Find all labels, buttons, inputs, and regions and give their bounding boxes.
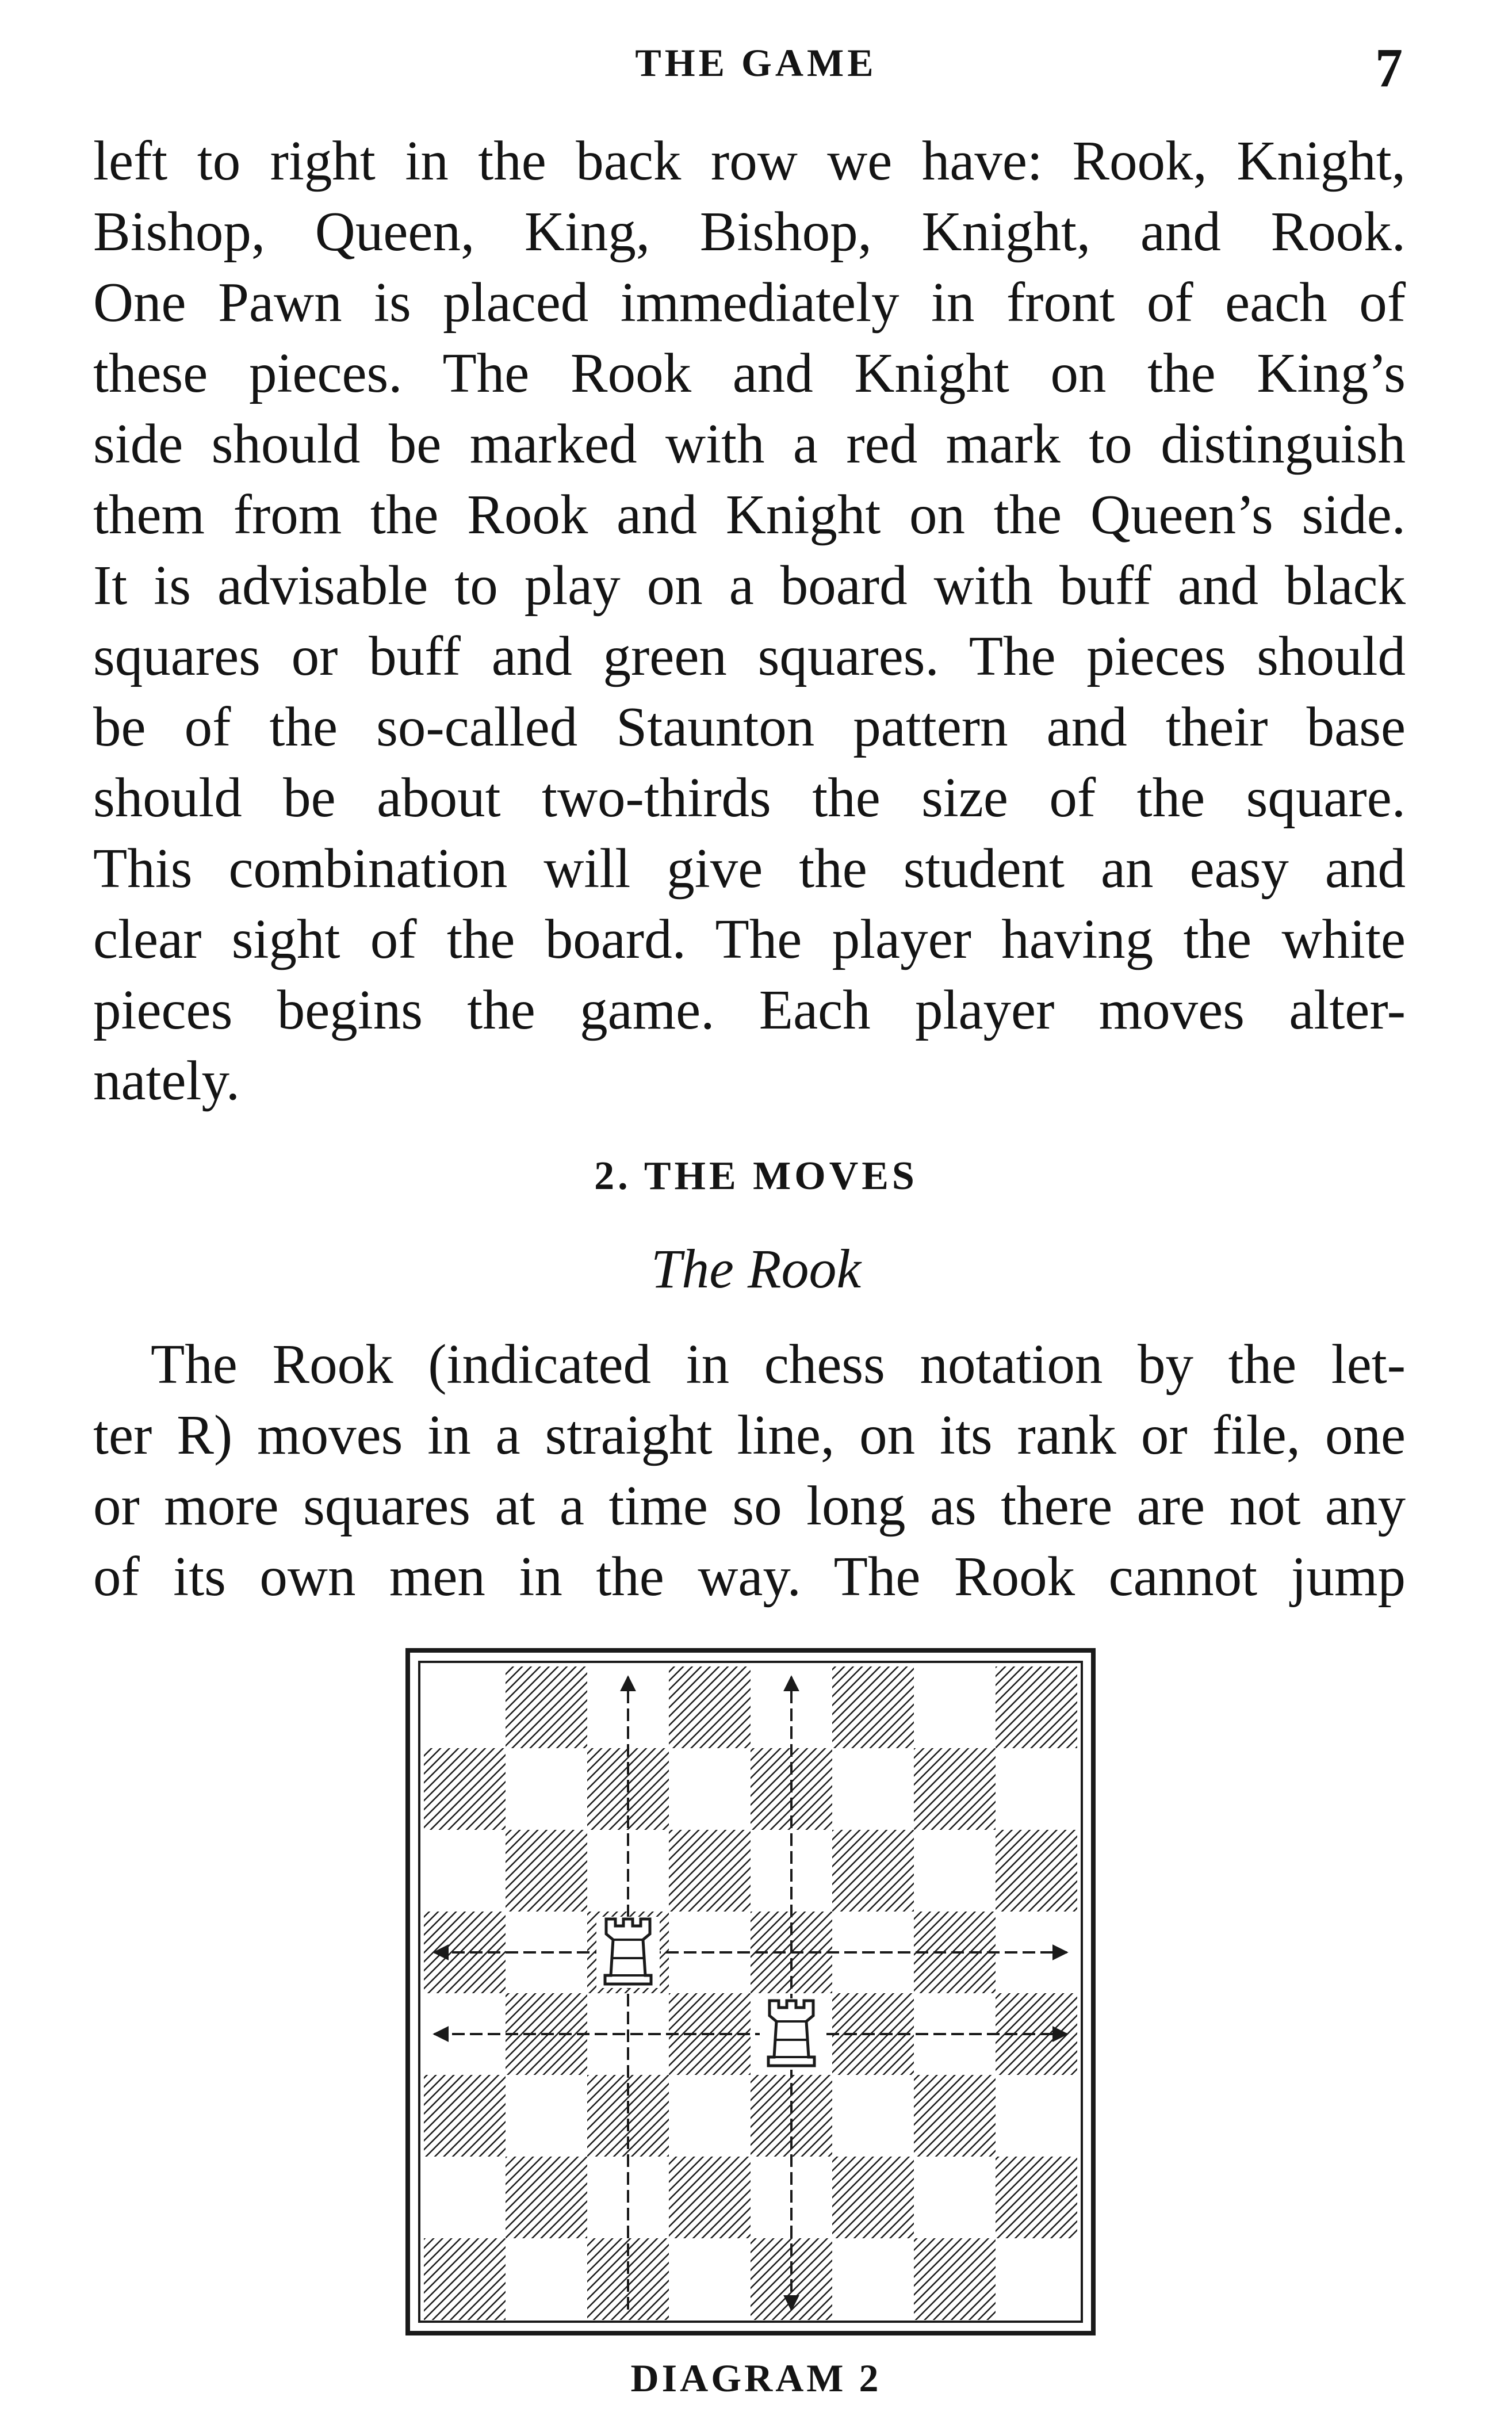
light-square bbox=[424, 1830, 506, 1912]
light-square bbox=[424, 1666, 506, 1748]
dark-square bbox=[669, 2157, 751, 2238]
paragraph-board-setup bbox=[93, 125, 1406, 1116]
text-line: be of the so-called Staunton pattern and their base bbox=[93, 696, 1406, 758]
text-line: One Pawn is placed immediately in front of each of bbox=[93, 272, 1406, 333]
light-square bbox=[669, 2238, 751, 2320]
text-line: pieces begins the game. Each player moves alter- bbox=[93, 979, 1406, 1041]
text-line: It is advisable to play on a board with buff and black bbox=[93, 555, 1406, 616]
diagram-caption: DIAGRAM 2 bbox=[630, 2356, 882, 2400]
white-rook-icon bbox=[760, 1998, 823, 2070]
light-square bbox=[506, 1748, 587, 1830]
light-square bbox=[914, 2157, 996, 2238]
dark-square bbox=[832, 1666, 914, 1748]
dark-square bbox=[996, 1830, 1077, 1912]
text-line: left to right in the back row we have: Rook, Knight, bbox=[93, 130, 1406, 192]
dark-square bbox=[996, 1666, 1077, 1748]
light-square bbox=[832, 2075, 914, 2157]
light-square bbox=[669, 2075, 751, 2157]
text-line: nately. bbox=[93, 1050, 240, 1111]
dark-square bbox=[669, 1666, 751, 1748]
text-line: side should be marked with a red mark to distinguish bbox=[93, 413, 1406, 475]
dark-square bbox=[669, 1830, 751, 1912]
light-square bbox=[832, 2238, 914, 2320]
light-square bbox=[669, 1748, 751, 1830]
paragraph-rook-moves bbox=[93, 1329, 1406, 1612]
chess-diagram bbox=[405, 1648, 1096, 2335]
text-line: them from the Rook and Knight on the Queen’s side. bbox=[93, 484, 1406, 545]
light-square bbox=[996, 1748, 1077, 1830]
section-subheading: The Rook bbox=[650, 1238, 862, 1299]
text-line: This combination will give the student an easy and bbox=[93, 838, 1406, 899]
text-line: Bishop, Queen, King, Bishop, Knight, and Rook. bbox=[93, 201, 1406, 262]
running-head: THE GAME bbox=[635, 41, 877, 85]
white-rook-icon bbox=[596, 1917, 660, 1988]
dark-square bbox=[914, 2238, 996, 2320]
dark-square bbox=[424, 2238, 506, 2320]
text-line: squares or buff and green squares. The pieces should bbox=[93, 625, 1406, 687]
light-square bbox=[996, 2075, 1077, 2157]
text-line: clear sight of the board. The player having the white bbox=[93, 908, 1406, 970]
text-line: The Rook (indicated in chess notation by the let- bbox=[151, 1333, 1406, 1395]
dark-square bbox=[832, 2157, 914, 2238]
light-square bbox=[424, 2157, 506, 2238]
board-squares bbox=[424, 1666, 1077, 2320]
light-square bbox=[996, 2238, 1077, 2320]
light-square bbox=[914, 1666, 996, 1748]
dark-square bbox=[832, 1830, 914, 1912]
text-line: these pieces. The Rook and Knight on the King’s bbox=[93, 342, 1406, 404]
light-square bbox=[506, 2238, 587, 2320]
dark-square bbox=[914, 2075, 996, 2157]
text-line: should be about two-thirds the size of the square. bbox=[93, 767, 1406, 828]
page-number: 7 bbox=[1375, 37, 1403, 98]
dark-square bbox=[506, 1830, 587, 1912]
text-line: of its own men in the way. The Rook cannot jump bbox=[93, 1546, 1406, 1607]
light-square bbox=[506, 2075, 587, 2157]
dark-square bbox=[914, 1748, 996, 1830]
section-heading: 2. THE MOVES bbox=[594, 1154, 918, 1198]
dark-square bbox=[506, 1666, 587, 1748]
dark-square bbox=[996, 2157, 1077, 2238]
dark-square bbox=[424, 2075, 506, 2157]
dark-square bbox=[506, 2157, 587, 2238]
text-line: or more squares at a time so long as there are not any bbox=[93, 1475, 1406, 1536]
dark-square bbox=[424, 1748, 506, 1830]
light-square bbox=[914, 1830, 996, 1912]
text-line: ter R) moves in a straight line, on its rank or file, one bbox=[93, 1404, 1406, 1466]
light-square bbox=[832, 1748, 914, 1830]
